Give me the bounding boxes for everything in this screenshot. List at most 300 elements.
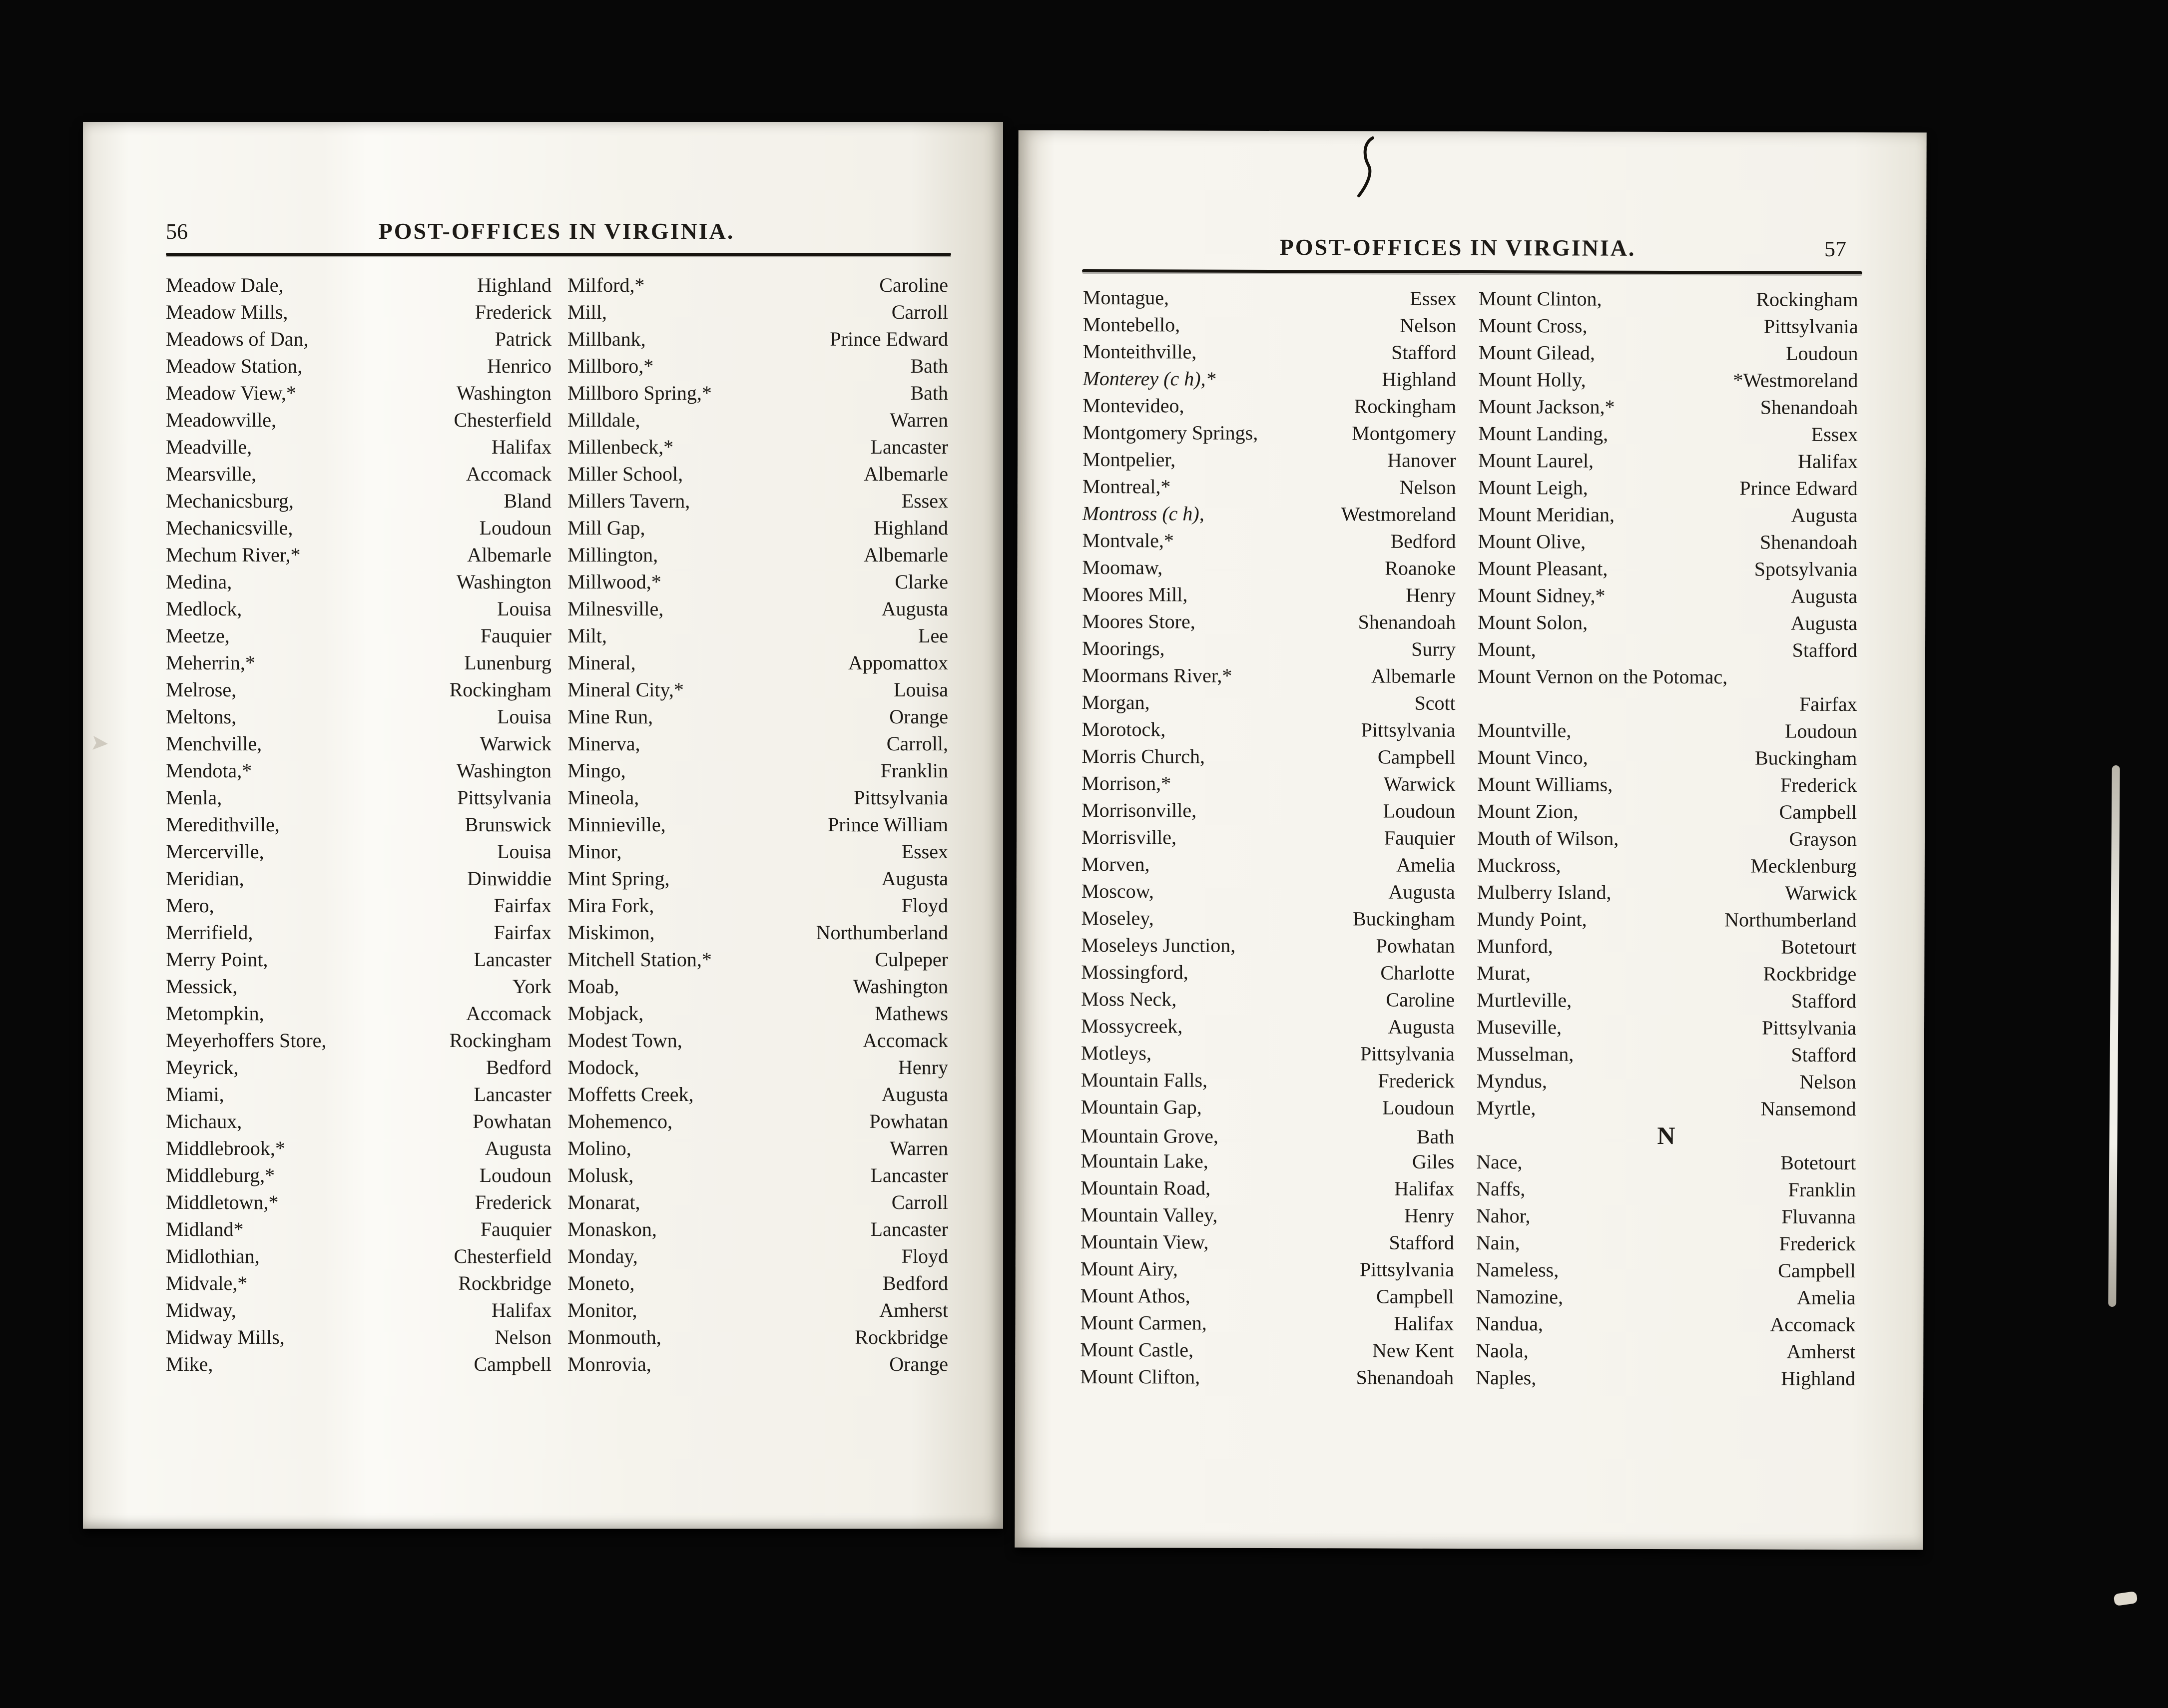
county-name: Stafford [1389,1231,1454,1254]
table-row [166,461,948,488]
po-name: Meadows of Dan, [166,328,309,350]
county-name: Rockingham [1756,288,1858,311]
po-name: Morris Church, [1082,744,1205,768]
county-name: Spotsylvania [1754,558,1858,581]
entry-pair [567,515,948,542]
county-name: Augusta [1388,1015,1455,1038]
county-name: Highland [1781,1367,1856,1390]
county-name: Rockingham [449,678,551,701]
entry-pair [1477,1095,1856,1123]
po-name: Moneto, [567,1272,635,1294]
county-name: Campbell [1779,800,1857,824]
county-name: Floyd [901,1245,948,1267]
table-row [166,865,948,892]
table-row [1083,473,1858,502]
county-name: Louisa [497,705,551,728]
table-row [166,272,948,299]
county-name: Halifax [1394,1177,1455,1200]
po-name: Medlock, [166,597,242,620]
po-name: Mount Zion, [1477,800,1579,823]
entry-pair [1083,446,1456,474]
entry-pair [166,649,551,676]
county-name: Highland [874,517,948,539]
po-name: Moab, [567,975,619,998]
po-name: Midvale,* [166,1272,248,1294]
table-row [166,703,948,730]
po-name: Nain, [1476,1231,1520,1254]
county-name: Frederick [1779,1232,1856,1255]
county-name: Orange [889,1353,948,1375]
po-name: Naples, [1476,1366,1537,1389]
entry-pair [1478,582,1857,610]
county-name: Essex [901,840,948,863]
entry-pair [166,569,551,595]
table-row [166,1081,948,1108]
table-row [1082,527,1857,556]
county-name: Stafford [1391,341,1457,364]
entry-pair [166,542,551,569]
entry-pair [166,380,551,407]
po-name: Michaux, [166,1110,242,1133]
po-name: Merrifield, [166,921,253,944]
county-name: Dinwiddie [467,867,551,890]
entry-pair [1081,1147,1454,1175]
county-name: Essex [1811,423,1858,446]
county-name: Augusta [1790,584,1858,608]
entry-pair [1081,1040,1455,1068]
entry-pair [166,515,551,542]
entry-pair [1476,1364,1855,1392]
entry-pair [166,353,551,380]
entry-pair [1478,636,1857,664]
entry-pair [1081,1123,1454,1150]
county-name: Bath [1416,1125,1455,1148]
county-name: Pittsylvania [1360,1042,1455,1065]
table-row [1081,932,1856,961]
county-name: Lancaster [870,1218,948,1240]
table-row [1081,1094,1856,1123]
po-name: Mount Williams, [1477,773,1613,796]
entry-pair [1083,392,1456,420]
county-name: Frederick [475,301,551,323]
county-name: Northumberland [816,921,948,944]
entry-pair [1082,878,1455,906]
entry-pair [567,1216,948,1243]
po-name: Modock, [567,1056,639,1079]
po-name: Monitor, [567,1299,637,1321]
entry-pair [166,299,551,326]
po-name: Mike, [166,1353,213,1375]
entry-pair [567,1081,948,1108]
entry-pair [1477,798,1857,826]
table-row [166,973,948,1000]
entry-pair [567,1027,948,1054]
county-name: Mecklenburg [1750,854,1857,878]
table-row [1082,743,1857,772]
county-name: Giles [1412,1150,1455,1173]
entry-pair [1081,959,1455,987]
table-row [1082,662,1857,691]
po-name: Metompkin, [166,1002,264,1025]
table-row [166,838,948,865]
entry-pair [567,703,948,730]
table-row [1083,365,1858,394]
county-name: Stafford [1791,1043,1856,1067]
entry-pair [166,919,551,946]
table-row [1082,635,1857,664]
po-name: Milnesville, [567,597,664,620]
entry-pair [1477,933,1856,961]
table-row [1082,824,1857,853]
handwritten-mark [1344,135,1389,200]
po-name: Mundy Point, [1477,908,1587,931]
po-name: Monday, [567,1245,638,1267]
county-name: Rockbridge [855,1326,948,1348]
entry-pair [166,1243,551,1270]
po-name: Monrovia, [567,1353,651,1375]
county-name: Powhatan [1376,934,1455,957]
county-name: Shenandoah [1759,531,1858,554]
entry-pair [1083,473,1456,501]
po-name: Mount Carmen, [1080,1311,1207,1334]
table-row [166,811,948,838]
entry-pair [1082,662,1456,690]
entry-pair [1083,311,1457,339]
county-name: Fairfax [494,921,551,944]
county-name: Carroll [891,1191,948,1213]
county-name: Nelson [1400,314,1457,337]
entry-pair [166,1216,551,1243]
po-name: Mechanicsburg, [166,490,294,512]
po-name: Nace, [1476,1150,1523,1173]
entry-pair [1080,1309,1454,1337]
county-name: Floyd [901,894,948,917]
entry-pair [1477,906,1857,934]
po-name: Meherrin,* [166,651,255,674]
po-name: Mount Laurel, [1478,449,1594,472]
entry-pair [1082,770,1455,798]
entry-pair [1083,365,1456,393]
po-name: Mira Fork, [567,894,654,917]
table-row [166,784,948,811]
table-row [1082,905,1857,934]
entry-pair [567,892,948,919]
county-name: Botetourt [1780,1151,1856,1174]
po-name: Monarat, [567,1191,640,1213]
county-name: Culpeper [875,948,948,971]
entry-pair [1478,447,1858,475]
table-row [166,757,948,784]
entry-pair [166,595,551,622]
county-name: Lancaster [870,1164,948,1186]
entry-pair [166,865,551,892]
entry-pair [166,730,551,757]
county-name: Halifax [492,436,551,458]
po-name: Mint Spring, [567,867,670,890]
county-name: Warwick [1383,772,1456,795]
po-name: Mount Sidney,* [1478,584,1606,607]
po-name: Mount Clifton, [1080,1365,1200,1388]
entry-pair [166,676,551,703]
county-name: Lancaster [870,436,948,458]
table-row [1081,1067,1856,1096]
county-name: Bedford [1390,530,1456,553]
entry-pair [1082,743,1455,771]
table-row [1082,770,1857,799]
entry-pair [567,811,948,838]
county-name: Augusta [881,1083,948,1106]
po-name: Meridian, [166,867,244,890]
table-row [166,892,948,919]
entry-pair [567,488,948,515]
county-name: Caroline [879,274,948,296]
po-name: Meadow Mills, [166,301,288,323]
po-name: Mendota,* [166,759,252,782]
entry-pair [1477,987,1856,1015]
entry-pair [567,1297,948,1324]
entry-pair [1478,339,1858,367]
entry-pair [1080,1336,1454,1364]
county-name: Loudoun [1786,342,1858,365]
entry-pair [1081,986,1455,1014]
po-name: Mountain Lake, [1081,1149,1208,1172]
county-name: Scott [1414,691,1456,714]
county-name: Stafford [1791,989,1857,1013]
county-name: Grayson [1789,827,1857,851]
county-name: Pittsylvania [1361,718,1456,741]
table-row [1081,1201,1856,1230]
table-row [166,649,948,676]
county-name: Carroll, [886,732,948,755]
county-name: Bath [910,355,948,377]
county-name: Loudoun [479,1164,551,1186]
county-name: Amelia [1796,1286,1856,1309]
po-name: Mountain Road, [1081,1176,1211,1199]
county-name: Accomack [862,1029,948,1052]
county-name: Halifax [1797,450,1858,473]
county-name: Fauquier [480,624,551,647]
post-office-table [1080,284,1858,1392]
entry-pair [1082,905,1455,933]
entry-pair [166,461,551,488]
entry-pair [1083,338,1456,366]
county-name: Caroline [1386,988,1455,1011]
county-name: Roanoke [1385,557,1456,579]
county-name: Pittsylvania [854,786,948,809]
po-name: Mount Cross, [1478,314,1588,337]
table-row [166,515,948,542]
county-name: Warwick [480,732,551,755]
po-name: Morrisonville, [1082,798,1197,822]
header-rule [1082,269,1862,274]
po-name: Mechanicsville, [166,517,293,539]
entry-pair [166,1162,551,1189]
entry-pair [567,946,948,973]
po-name: Monaskon, [567,1218,657,1240]
county-name: Bland [504,490,551,512]
entry-pair [567,1000,948,1027]
county-name: Westmoreland [1341,503,1456,526]
county-name: *Westmoreland [1733,369,1858,392]
entry-pair [1476,1229,1856,1257]
entry-pair [166,703,551,730]
county-name: Bedford [486,1056,551,1079]
page-number: 56 [166,219,188,244]
po-name: Morven, [1081,852,1150,876]
county-name: Nelson [495,1326,551,1348]
po-name: Murat, [1477,962,1531,985]
entry-pair [567,1108,948,1135]
po-name: Middlebrook,* [166,1137,285,1159]
county-name: Botetourt [1781,935,1857,959]
table-row [166,1000,948,1027]
county-name: Bath [910,382,948,404]
scan-artifact-dash [2114,1591,2138,1606]
county-name: Albemarle [1371,664,1456,687]
county-name: Frederick [1378,1069,1455,1092]
po-name: Millenbeck,* [567,436,674,458]
page-right [1015,130,1926,1550]
table-row [1081,1013,1856,1042]
county-name: York [512,975,551,998]
county-name: Augusta [881,867,948,890]
entry-pair [1476,1283,1856,1311]
po-name: Mohemenco, [567,1110,672,1133]
county-name: Essex [901,490,948,512]
page-title: POST-OFFICES IN VIRGINIA. [1279,234,1636,261]
entry-pair [1083,284,1457,312]
entry-pair [1478,528,1857,556]
entry-pair [567,326,948,353]
county-name: Washington [456,759,551,782]
entry-pair [567,407,948,434]
po-name: Myrtle, [1476,1097,1536,1120]
table-row [166,730,948,757]
po-name: Mountain View, [1080,1230,1209,1253]
table-row [1082,797,1857,826]
table-row [166,1297,948,1324]
entry-pair [567,595,948,622]
entry-pair [166,1324,551,1351]
po-name: Montpelier, [1082,448,1176,471]
po-name: Muckross, [1477,854,1561,877]
county-name: Albemarle [864,463,948,485]
county-name: Brunswick [465,813,551,836]
po-name: Meltons, [166,705,237,728]
po-name: Mount Vernon on the Potomac, [1477,665,1728,688]
entry-pair [166,757,551,784]
po-name: Mount Clinton, [1478,287,1602,310]
po-name: Mountville, [1477,719,1572,742]
table-row [1080,1309,1855,1338]
po-name: Mearsville, [166,463,257,485]
po-name: Mount Gilead, [1478,341,1595,364]
table-row [166,1216,948,1243]
table-row [1082,851,1857,880]
po-name: Mulberry Island, [1477,881,1612,904]
entry-pair [166,784,551,811]
entry-pair [1476,1122,1856,1149]
county-name: Campbell [474,1353,551,1375]
county-name: Rockingham [1354,395,1457,418]
county-name: Montgomery [1352,422,1457,445]
table-row [1081,1121,1856,1149]
po-name: Naola, [1476,1339,1529,1362]
county-name: Henry [1406,583,1456,606]
entry-pair [1082,527,1456,555]
po-name: Mercerville, [166,840,264,863]
entry-pair [166,973,551,1000]
po-name: Melrose, [166,678,237,701]
po-name: Menla, [166,786,222,809]
table-row [166,1324,948,1351]
entry-pair [567,272,948,299]
county-name: Loudoun [1383,799,1456,822]
entry-pair [1478,474,1858,502]
table-row [1081,1282,1856,1311]
county-name: Albemarle [467,544,551,566]
po-name: Molino, [567,1137,631,1159]
entry-pair [1479,285,1858,313]
county-name: Powhatan [869,1110,948,1133]
po-name: Millboro,* [567,355,654,377]
entry-pair [1477,771,1857,799]
po-name: Miami, [166,1083,224,1106]
entry-pair [1478,420,1858,448]
po-name: Morrison,* [1082,771,1171,795]
po-name: Myndus, [1476,1070,1547,1093]
po-name: Midway Mills, [166,1326,285,1348]
po-name: Museville, [1476,1016,1562,1039]
table-row [1083,338,1858,367]
po-name: Moss Neck, [1081,987,1177,1011]
entry-pair [567,299,948,326]
entry-pair [166,1027,551,1054]
entry-pair [1477,960,1856,988]
po-name: Minnieville, [567,813,666,836]
entry-pair [1478,501,1858,529]
po-name: Milldale, [567,409,640,431]
po-name: Naffs, [1476,1177,1526,1200]
table-row [1082,878,1857,907]
po-name: Mineral, [567,651,636,674]
county-name: Carroll [891,301,948,323]
entry-pair [166,488,551,515]
po-name: Meadow Dale, [166,274,284,296]
county-name: Highland [1382,368,1457,391]
po-name: Millers Tavern, [567,490,690,512]
po-name: Merry Point, [166,948,268,971]
county-name: Loudoun [479,517,551,539]
po-name: Meadow Station, [166,355,303,377]
entry-pair [1080,1363,1454,1391]
county-name: Shenandoah [1358,610,1456,633]
entry-pair [1478,663,1857,691]
county-name: Washington [853,975,948,998]
entry-pair [166,1351,551,1378]
county-name: Fauquier [480,1218,551,1240]
entry-pair [1477,744,1857,772]
table-row [166,1162,948,1189]
entry-pair [567,865,948,892]
table-row [1081,1147,1856,1176]
entry-pair [1082,635,1456,663]
entry-pair [567,461,948,488]
page-number: 57 [1824,236,1847,261]
county-name: Lunenburg [464,651,551,674]
section-letter: N [1657,1121,1675,1150]
entry-pair [567,1270,948,1297]
